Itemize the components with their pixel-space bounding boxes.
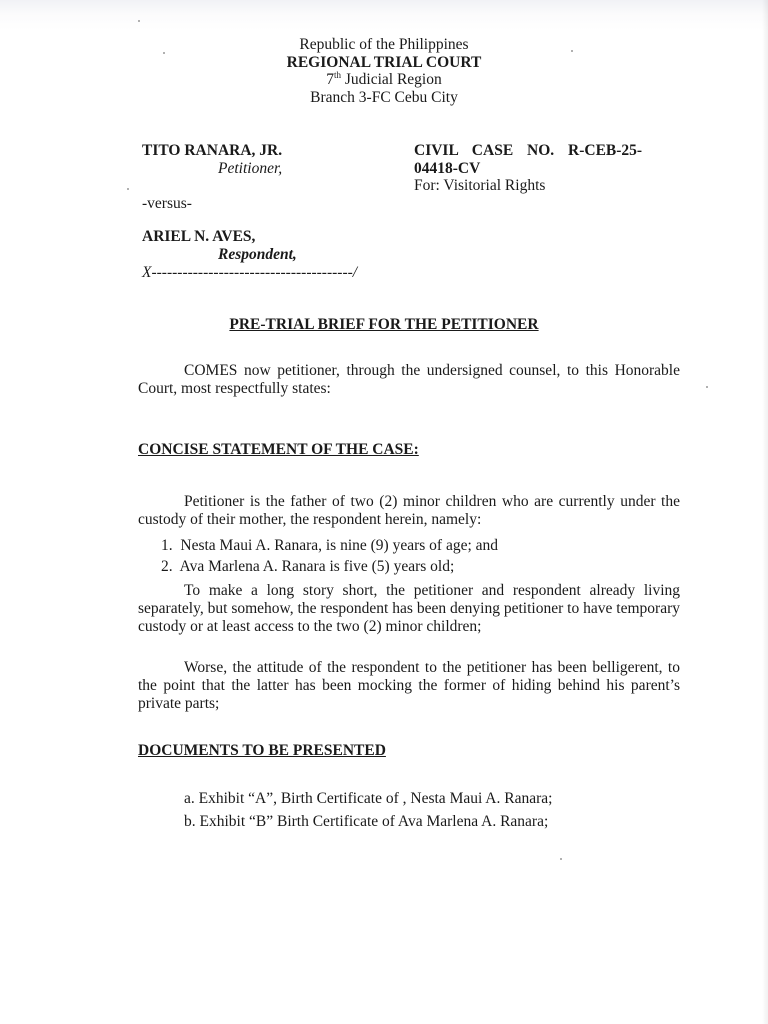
scan-speck	[560, 858, 562, 860]
exhibit-item: a. Exhibit “A”, Birth Certificate of , Nesta Maui A. Ranara;	[184, 790, 553, 807]
header-court: REGIONAL TRIAL COURT	[286, 53, 482, 71]
respondent-role: Respondent,	[218, 246, 297, 263]
list-item: 1. Nesta Maui A. Ranara, is nine (9) years of age; and	[161, 537, 499, 554]
scan-speck	[706, 386, 708, 388]
list-item: 2. Ava Marlena A. Ranara is five (5) years old;	[161, 558, 455, 575]
header-republic: Republic of the Philippines	[299, 36, 469, 53]
exhibit-item: b. Exhibit “B” Birth Certificate of Ava Marlena A. Ranara;	[184, 813, 549, 830]
petitioner-role: Petitioner,	[218, 160, 283, 177]
scan-speck	[163, 52, 165, 54]
concise-statement-heading: CONCISE STATEMENT OF THE CASE:	[138, 441, 419, 458]
caption-separator: X---------------------------------------/	[142, 264, 358, 281]
respondent-name: ARIEL N. AVES,	[142, 228, 256, 245]
case-number-line2: 04418-CV	[414, 160, 481, 177]
case-number-line1: CIVIL CASE NO. R-CEB-25-	[414, 142, 643, 159]
scan-speck	[127, 188, 129, 190]
concise-paragraph-3: Worse, the attitude of the respondent to the petitioner has been belligerent, to the point that the latter has been mocking the former of hiding behind his parent’s private parts;	[138, 659, 680, 712]
concise-paragraph-2: To make a long story short, the petitioner and respondent already living separately, but somehow, the respondent has been denying petitioner to have temporary custody or at least access to the two (2) minor children;	[138, 582, 680, 635]
versus-label: -versus-	[142, 195, 192, 212]
header-branch: Branch 3-FC Cebu City	[310, 88, 458, 106]
scan-speck	[571, 50, 573, 52]
case-subject: For: Visitorial Rights	[414, 177, 546, 194]
petitioner-name: TITO RANARA, JR.	[142, 142, 283, 159]
scan-speck	[138, 20, 140, 22]
intro-paragraph: COMES now petitioner, through the undersigned counsel, to this Honorable Court, most respectfully states:	[138, 362, 680, 397]
header-region: 7th Judicial Region	[326, 69, 442, 88]
documents-heading: DOCUMENTS TO BE PRESENTED	[138, 742, 386, 759]
court-header	[0, 36, 768, 106]
concise-paragraph-1: Petitioner is the father of two (2) minor children who are currently under the custody of their mother, the respondent herein, namely:	[138, 493, 680, 528]
document-title: PRE-TRIAL BRIEF FOR THE PETITIONER	[229, 316, 539, 333]
